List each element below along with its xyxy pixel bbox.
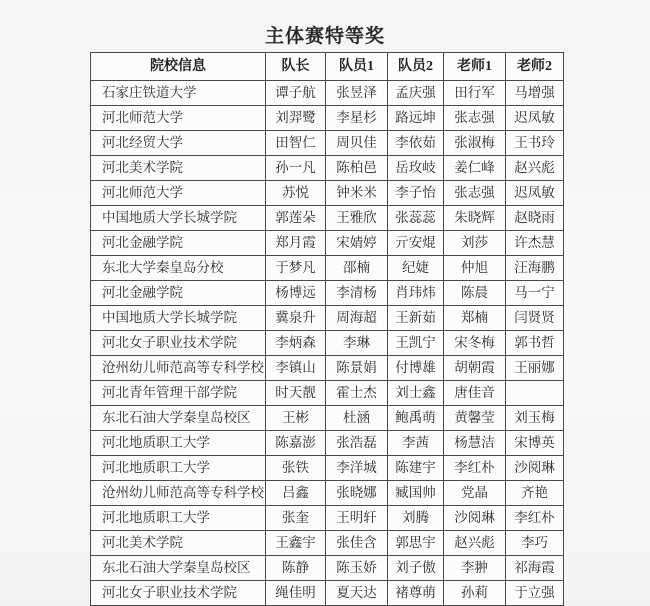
name-cell: 胡朝霞: [444, 356, 506, 381]
school-cell: 河北经贸大学: [91, 131, 266, 156]
name-cell: 陈静: [266, 556, 326, 581]
table-row: [91, 456, 564, 481]
name-cell: 马增强: [506, 81, 564, 106]
name-cell: 周海超: [326, 306, 388, 331]
school-cell: 河北师范大学: [91, 181, 266, 206]
name-cell: 褚尊萌: [388, 581, 444, 606]
school-cell: 河北地质职工大学: [91, 456, 266, 481]
school-cell: 东北石油大学秦皇岛校区: [91, 556, 266, 581]
name-cell: 郭思宇: [388, 531, 444, 556]
name-cell: 王新茹: [388, 306, 444, 331]
name-cell: 钟米米: [326, 181, 388, 206]
name-cell: 李红朴: [506, 506, 564, 531]
name-cell: 郑月霞: [266, 231, 326, 256]
name-cell: 吕鑫: [266, 481, 326, 506]
column-header: 队员1: [326, 53, 388, 81]
table-row: [91, 381, 564, 406]
name-cell: 鲍禹萌: [388, 406, 444, 431]
name-cell: 汪海鹏: [506, 256, 564, 281]
name-cell: 杨博远: [266, 281, 326, 306]
name-cell: 张志强: [444, 106, 506, 131]
name-cell: 宋博英: [506, 431, 564, 456]
name-cell: 田行军: [444, 81, 506, 106]
table-row: [91, 256, 564, 281]
name-cell: 绳佳明: [266, 581, 326, 606]
school-cell: 中国地质大学长城学院: [91, 206, 266, 231]
name-cell: 于梦凡: [266, 256, 326, 281]
school-cell: 河北金融学院: [91, 231, 266, 256]
name-cell: 张浩磊: [326, 431, 388, 456]
school-cell: 河北女子职业技术学院: [91, 331, 266, 356]
name-cell: 迟凤敏: [506, 106, 564, 131]
name-cell: 王凯宁: [388, 331, 444, 356]
award-table: [90, 52, 564, 606]
table-row: [91, 156, 564, 181]
name-cell: 宋婧婷: [326, 231, 388, 256]
name-cell: [506, 381, 564, 406]
name-cell: 孙一凡: [266, 156, 326, 181]
name-cell: 陈嘉澎: [266, 431, 326, 456]
school-cell: 沧州幼儿师范高等专科学校: [91, 481, 266, 506]
name-cell: 陈柏邑: [326, 156, 388, 181]
name-cell: 沙阅琳: [506, 456, 564, 481]
name-cell: 李依茹: [388, 131, 444, 156]
column-header: 队员2: [388, 53, 444, 81]
name-cell: 沙阅琳: [444, 506, 506, 531]
table-row: [91, 356, 564, 381]
name-cell: 张铁: [266, 456, 326, 481]
table-row: [91, 406, 564, 431]
name-cell: 郭书哲: [506, 331, 564, 356]
name-cell: 李洋城: [326, 456, 388, 481]
school-cell: 河北地质职工大学: [91, 431, 266, 456]
school-cell: 河北美术学院: [91, 531, 266, 556]
name-cell: 孙莉: [444, 581, 506, 606]
table-row: [91, 106, 564, 131]
table-row: [91, 506, 564, 531]
column-header: 院校信息: [91, 53, 266, 81]
table-row: [91, 581, 564, 606]
table-row: [91, 331, 564, 356]
name-cell: 王明轩: [326, 506, 388, 531]
name-cell: 李翀: [444, 556, 506, 581]
name-cell: 齐艳: [506, 481, 564, 506]
table-row: [91, 206, 564, 231]
school-cell: 石家庄铁道大学: [91, 81, 266, 106]
name-cell: 张淑梅: [444, 131, 506, 156]
name-cell: 杜涵: [326, 406, 388, 431]
name-cell: 冀泉升: [266, 306, 326, 331]
name-cell: 王雅欣: [326, 206, 388, 231]
name-cell: 李镇山: [266, 356, 326, 381]
name-cell: 苏悦: [266, 181, 326, 206]
table-row: [91, 281, 564, 306]
name-cell: 张昱泽: [326, 81, 388, 106]
name-cell: 迟凤敏: [506, 181, 564, 206]
school-cell: 河北青年管理干部学院: [91, 381, 266, 406]
name-cell: 赵兴彪: [444, 531, 506, 556]
name-cell: 张蕊蕊: [388, 206, 444, 231]
name-cell: 陈玉娇: [326, 556, 388, 581]
table-row: [91, 81, 564, 106]
name-cell: 陈晨: [444, 281, 506, 306]
name-cell: 马一宁: [506, 281, 564, 306]
name-cell: 李子怡: [388, 181, 444, 206]
name-cell: 郑楠: [444, 306, 506, 331]
name-cell: 王鑫宇: [266, 531, 326, 556]
name-cell: 刘玉梅: [506, 406, 564, 431]
name-cell: 李炳森: [266, 331, 326, 356]
table-body: [91, 81, 564, 606]
name-cell: 时天靓: [266, 381, 326, 406]
name-cell: 赵晓雨: [506, 206, 564, 231]
name-cell: 刘士鑫: [388, 381, 444, 406]
name-cell: 于立强: [506, 581, 564, 606]
name-cell: 田智仁: [266, 131, 326, 156]
name-cell: 邵楠: [326, 256, 388, 281]
name-cell: 仲旭: [444, 256, 506, 281]
name-cell: 陈建宇: [388, 456, 444, 481]
school-cell: 河北师范大学: [91, 106, 266, 131]
name-cell: 李巧: [506, 531, 564, 556]
column-header: 老师1: [444, 53, 506, 81]
name-cell: 夏天达: [326, 581, 388, 606]
name-cell: 孟庆强: [388, 81, 444, 106]
name-cell: 朱晓辉: [444, 206, 506, 231]
school-cell: 中国地质大学长城学院: [91, 306, 266, 331]
name-cell: 李茜: [388, 431, 444, 456]
name-cell: 宋冬梅: [444, 331, 506, 356]
column-header: 队长: [266, 53, 326, 81]
header-row: [91, 53, 564, 81]
name-cell: 黄馨莹: [444, 406, 506, 431]
name-cell: 李清杨: [326, 281, 388, 306]
table-row: [91, 131, 564, 156]
name-cell: 付博雄: [388, 356, 444, 381]
name-cell: 杨慧洁: [444, 431, 506, 456]
table-row: [91, 556, 564, 581]
school-cell: 河北地质职工大学: [91, 506, 266, 531]
name-cell: 祁海霞: [506, 556, 564, 581]
name-cell: 李星杉: [326, 106, 388, 131]
name-cell: 臧国帅: [388, 481, 444, 506]
name-cell: 王书玲: [506, 131, 564, 156]
name-cell: 亓安焜: [388, 231, 444, 256]
name-cell: 张奎: [266, 506, 326, 531]
table-row: [91, 431, 564, 456]
name-cell: 肖玮炜: [388, 281, 444, 306]
name-cell: 刘腾: [388, 506, 444, 531]
table-row: [91, 306, 564, 331]
name-cell: 唐佳音: [444, 381, 506, 406]
school-cell: 河北女子职业技术学院: [91, 581, 266, 606]
name-cell: 王彬: [266, 406, 326, 431]
school-cell: 东北石油大学秦皇岛校区: [91, 406, 266, 431]
name-cell: 陈景娟: [326, 356, 388, 381]
school-cell: 东北大学秦皇岛分校: [91, 256, 266, 281]
name-cell: 周贝佳: [326, 131, 388, 156]
name-cell: 路远坤: [388, 106, 444, 131]
name-cell: 党晶: [444, 481, 506, 506]
column-header: 老师2: [506, 53, 564, 81]
name-cell: 许杰慧: [506, 231, 564, 256]
name-cell: 王丽娜: [506, 356, 564, 381]
table-row: [91, 481, 564, 506]
name-cell: 闫贤贤: [506, 306, 564, 331]
table-row: [91, 231, 564, 256]
table-row: [91, 181, 564, 206]
name-cell: 刘羿鹭: [266, 106, 326, 131]
name-cell: 岳玫岐: [388, 156, 444, 181]
name-cell: 张晓娜: [326, 481, 388, 506]
name-cell: 李琳: [326, 331, 388, 356]
name-cell: 谭子航: [266, 81, 326, 106]
name-cell: 刘子傲: [388, 556, 444, 581]
school-cell: 沧州幼儿师范高等专科学校: [91, 356, 266, 381]
name-cell: 张志强: [444, 181, 506, 206]
school-cell: 河北美术学院: [91, 156, 266, 181]
name-cell: 李红朴: [444, 456, 506, 481]
name-cell: 纪婕: [388, 256, 444, 281]
name-cell: 赵兴彪: [506, 156, 564, 181]
name-cell: 张佳含: [326, 531, 388, 556]
table-row: [91, 531, 564, 556]
name-cell: 郭莲朵: [266, 206, 326, 231]
name-cell: 姜仁峰: [444, 156, 506, 181]
name-cell: 霍士杰: [326, 381, 388, 406]
page-title: 主体赛特等奖: [264, 26, 385, 47]
school-cell: 河北金融学院: [91, 281, 266, 306]
name-cell: 刘莎: [444, 231, 506, 256]
